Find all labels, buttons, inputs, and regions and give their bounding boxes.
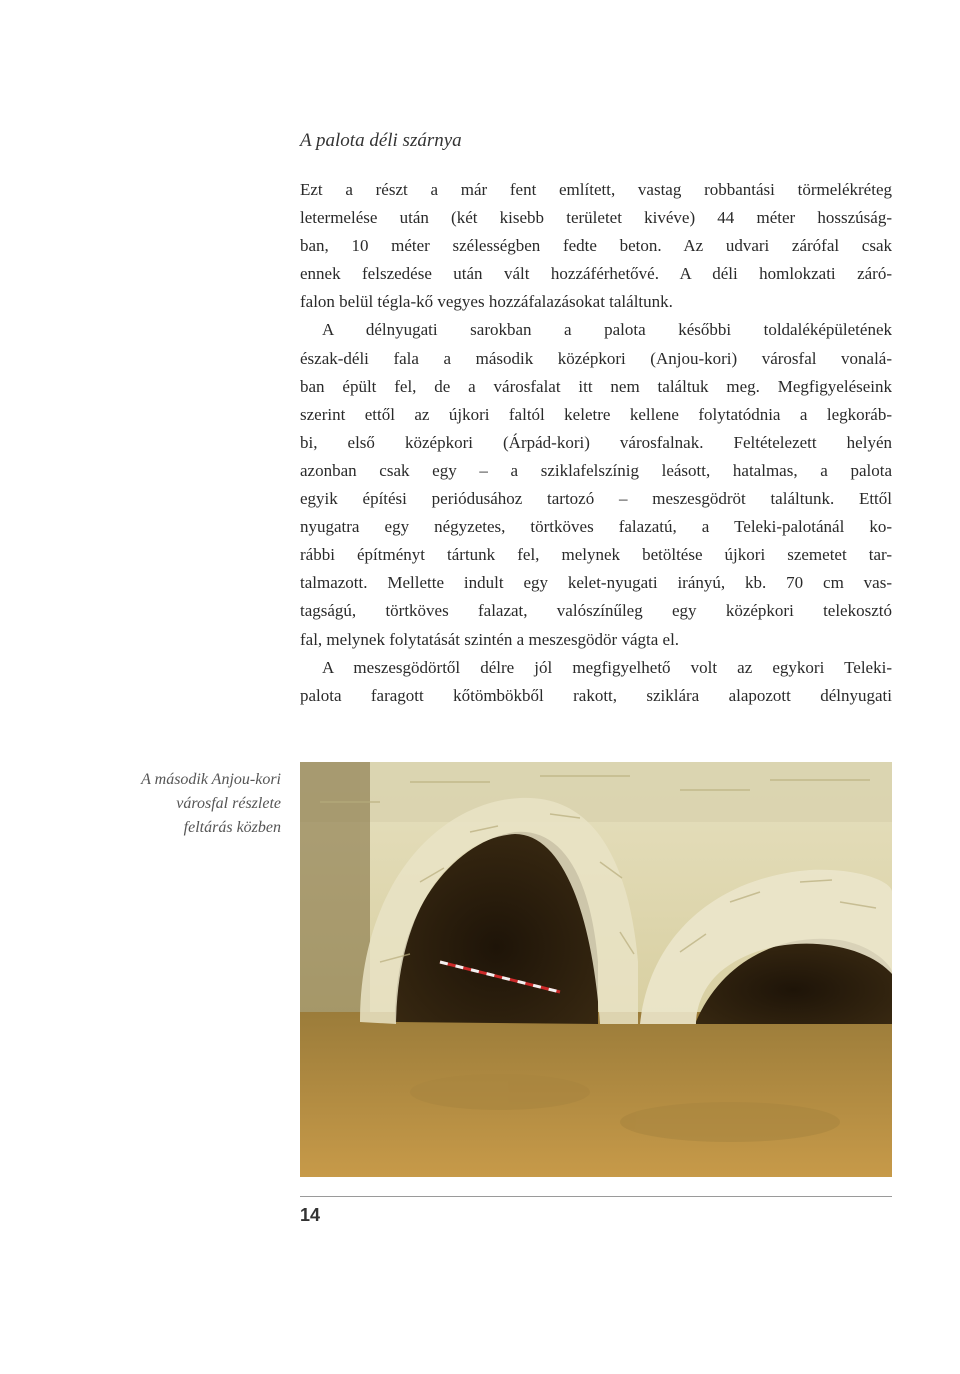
text-line: Ezt a részt a már fent említett, vastag robbantási törmelékréteg [300, 180, 892, 199]
paragraph [300, 316, 892, 653]
text-line: egyik építési periódusához tartozó – meszesgödröt találtunk. Ettől [300, 489, 892, 509]
caption-line: feltárás közben [183, 819, 281, 836]
figure-caption [96, 768, 281, 840]
text-line: A meszesgödörtől délre jól megfigyelhető volt az egykori Teleki- [322, 657, 892, 677]
text-line: talmazott. Mellette indult egy kelet-nyugati irányú, kb. 70 cm vas- [300, 573, 892, 593]
text-line: bi, első középkori (Árpád-kori) városfalnak. Feltételezett helyén [300, 432, 892, 452]
page-number: 14 [300, 1205, 321, 1225]
caption-line: A második Anjou-kori [141, 771, 281, 788]
text-line: palota faragott kőtömbökből rakott, sziklára alapozott délnyugati [300, 685, 892, 705]
text-line: ban épült fel, de a városfalat itt nem találtuk meg. Megfigyeléseink [300, 376, 892, 396]
body-text [300, 176, 892, 710]
text-line: azonban csak egy – a sziklafelszínig leásott, hatalmas, a palota [300, 460, 892, 480]
text-line: szerint ettől az újkori faltól keletre kellene folytatódnia a legkoráb- [300, 404, 892, 424]
text-line: falon belül tégla-kő vegyes hozzáfalazásokat találtunk. [300, 292, 673, 312]
text-line: észak-déli fala a második középkori (Anjou-kori) városfal vonalá- [300, 348, 892, 368]
section-title: A palota déli szárnya [300, 130, 462, 151]
text-line: nyugatra egy négyzetes, törtköves falazatú, a Teleki-palotánál ko- [300, 517, 892, 537]
excavation-photo [300, 762, 892, 1177]
text-line: letermelése után (két kisebb területet kivéve) 44 méter hosszúság- [300, 208, 892, 228]
paragraph [300, 654, 892, 710]
text-line: ennek felszedése után vált hozzáférhetővé. A déli homlokzati záró- [300, 264, 892, 284]
text-line: A délnyugati sarokban a palota későbbi toldaléképületének [322, 320, 892, 340]
text-line: ban, 10 méter szélességben fedte beton. Az udvari zárófal csak [300, 236, 892, 256]
text-line: tagságú, törtköves falazat, valószínűleg egy középkori telekosztó [300, 601, 892, 621]
text-line: rábbi építményt tártunk fel, melynek betöltése újkori szemetet tar- [300, 545, 892, 565]
footer-rule [300, 1196, 892, 1197]
paragraph [300, 176, 892, 316]
stone-arch-illustration [300, 762, 892, 1177]
caption-line: városfal részlete [176, 795, 281, 812]
text-line: fal, melynek folytatását szintén a meszesgödör vágta el. [300, 629, 680, 649]
